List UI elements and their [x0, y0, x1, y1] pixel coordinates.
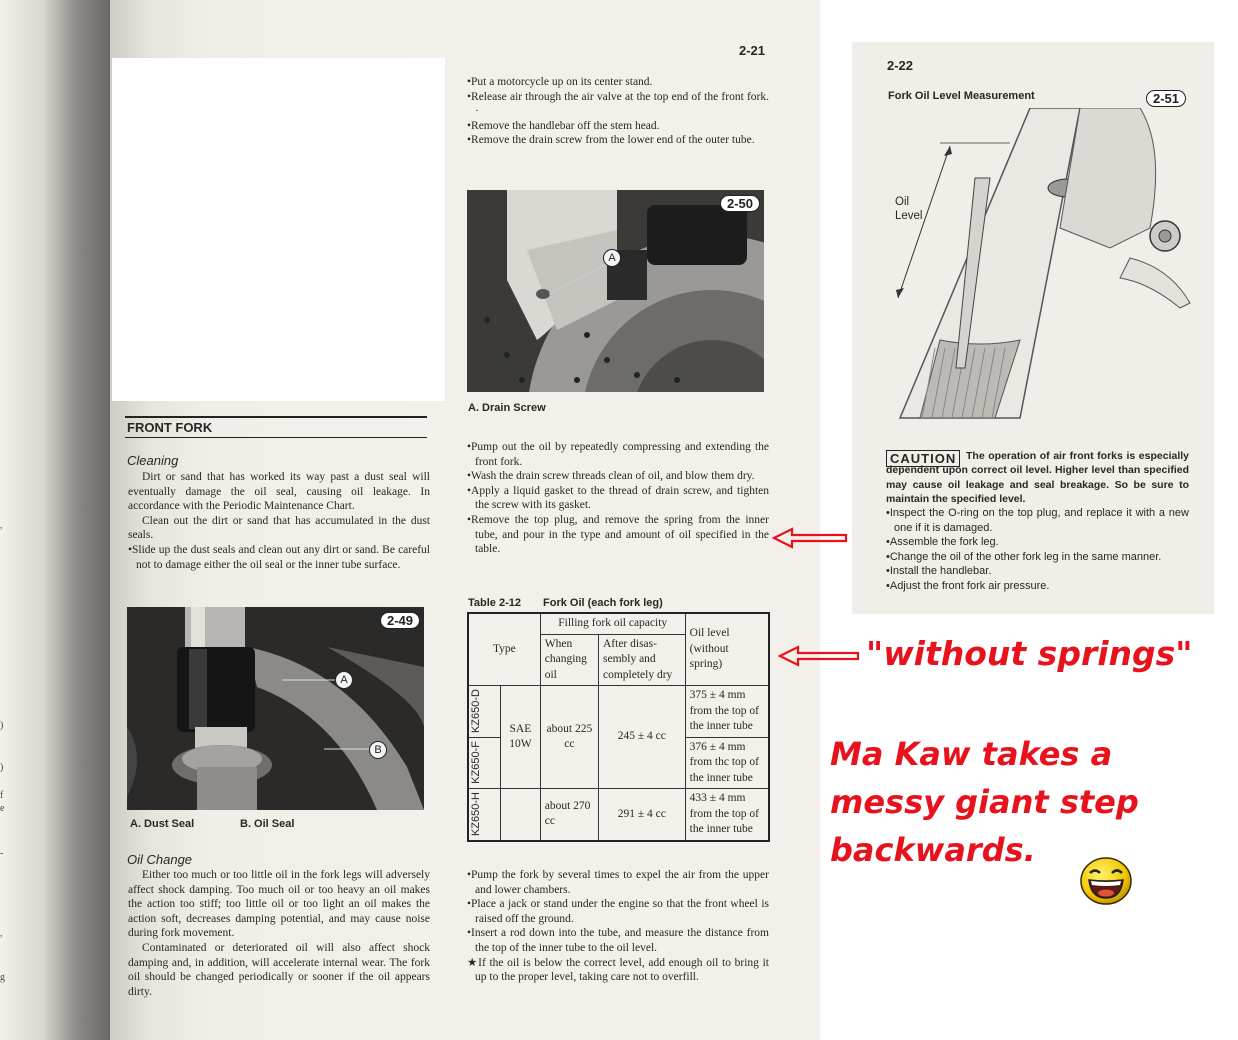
red-arrow-icon — [772, 526, 850, 550]
steps-bottom — [467, 868, 769, 985]
bullet-item: •Install the handlebar. — [886, 565, 992, 577]
edge-mark: - — [0, 848, 4, 859]
edge-mark: ) — [0, 762, 4, 773]
oil-level-d: 375 ± 4 mm from the top of the inner tube — [685, 686, 769, 738]
header-when: When changing oil — [540, 634, 598, 686]
bullet-item: •Remove the drain screw from the lower end of the outer tube. — [467, 134, 755, 147]
oil-type: SAE 10W — [501, 686, 541, 789]
laughing-smiley-icon — [1078, 856, 1134, 906]
book-spine-shadow — [0, 0, 110, 1040]
figure-number: 2-51 — [1146, 90, 1186, 107]
bullet-item: •Remove the top plug, and remove the spring from the inner tube, and pour in the type and amount of oil specified in the table. — [467, 513, 769, 556]
caption-drain-screw: A. Drain Screw — [468, 402, 546, 414]
edge-mark: , — [0, 520, 3, 531]
bullet-item: •Pump the fork by several times to expel the air from the upper and lower chambers. — [467, 869, 769, 896]
edge-mark: e — [0, 803, 5, 814]
dust-seal-illustration — [127, 607, 424, 810]
paragraph: Either too much or too little oil in the fork legs will adversely affect shock damping. Too much oil or too heavy an oil makes the action too stiff; too little oil or too light an oil makes the action soft, decreases damping potential, and may cause noise during fork movement. — [128, 869, 430, 940]
callout-a: A — [335, 671, 353, 689]
red-arrow-icon — [778, 644, 862, 668]
bullet-item: •Release air through the air valve at the top end of the front fork. · — [467, 90, 769, 118]
section-rule — [125, 437, 427, 438]
header-filling: Filling fork oil capacity — [540, 613, 685, 634]
when-changing-1: about 225 cc — [540, 686, 598, 789]
bullet-item: •Place a jack or stand under the engine so that the front wheel is raised off the ground. — [467, 898, 769, 925]
drain-screw-photo — [467, 190, 764, 392]
bullet-item: •Inspect the O-ring on the top plug, and replace it with a new one if it is damaged. — [886, 507, 1189, 534]
bullet-item: •Remove the handlebar off the stem head. — [467, 119, 660, 132]
caption-dust-seal: A. Dust Seal — [130, 818, 195, 830]
steps-top — [467, 75, 769, 148]
edge-mark: f — [0, 790, 4, 801]
blank-patch — [112, 58, 445, 401]
after-disassembly-2: 291 ± 4 cc — [598, 789, 685, 841]
cleaning-text — [128, 470, 430, 572]
section-rule — [125, 416, 427, 418]
edge-mark: ) — [0, 720, 4, 731]
edge-mark: g — [0, 972, 5, 983]
fork-oil-table — [467, 612, 770, 842]
right-heading: Fork Oil Level Measurement — [888, 90, 1035, 102]
right-steps — [886, 506, 1189, 593]
figure-number: 2-50 — [720, 195, 760, 212]
caption-oil-seal: B. Oil Seal — [240, 818, 295, 830]
oil-level-diagram — [880, 108, 1200, 438]
bullet-item: •Pump out the oil by repeatedly compressing and extending the front fork. — [467, 441, 769, 468]
edge-mark: , — [0, 928, 3, 939]
bullet-item: •Assemble the fork leg. — [886, 536, 999, 548]
figure-number: 2-49 — [380, 612, 420, 629]
comment-line: Ma Kaw takes a — [830, 735, 1113, 773]
model-label: KZ650-F — [470, 741, 482, 785]
without-springs-note: "without springs" — [866, 634, 1193, 673]
page-number: 2-22 — [887, 58, 914, 73]
caution-label: CAUTION — [886, 450, 960, 467]
callout-b: B — [369, 741, 387, 759]
header-level: Oil level (without spring) — [685, 613, 769, 686]
model-label: KZ650-H — [470, 792, 482, 837]
oil-change-heading: Oil Change — [127, 852, 193, 867]
table-title: Fork Oil (each fork leg) — [543, 597, 663, 609]
bullet-item: •Apply a liquid gasket to the thread of drain screw, and tighten the screw with its gasket. — [467, 484, 769, 512]
oil-level-h: 433 ± 4 mm from the top of the inner tube — [685, 789, 769, 841]
caution-text: The operation of air front forks is especially dependent upon correct oil level. Higher level than specified may cause oil leakage and seal breakage. So be sure to maintain the specified level. — [886, 450, 1189, 505]
bullet-item: •Change the oil of the other fork leg in the same manner. — [886, 550, 1162, 563]
dust-seal-photo — [127, 607, 424, 810]
page-number: 2-21 — [739, 43, 766, 58]
bullet-item: •Put a motorcycle up on its center stand. — [467, 76, 653, 88]
callout-a: A — [603, 249, 621, 267]
paragraph: Contaminated or deteriorated oil will also affect shock damping and, in addition, will accelerate internal wear. The fork oil should be changed periodically or sooner if the oil appears dirty. — [128, 941, 430, 998]
bullet-item: •Wash the drain screw threads clean of oil, and blow them dry. — [467, 470, 755, 483]
bullet-item: •Slide up the dust seals and clean out any dirt or sand. Be careful not to damage either the oil seal or the inner tube surface. — [128, 543, 430, 571]
bullet-item: ★If the oil is below the correct level, add enough oil to bring it up to the proper level, taking care not to overfill. — [467, 956, 769, 984]
comment-line: messy giant step — [830, 783, 1139, 821]
model-label: KZ650-D — [470, 689, 482, 734]
oil-level-f: 376 ± 4 mm from thc top of the inner tube — [685, 737, 769, 789]
cleaning-heading: Cleaning — [127, 453, 179, 468]
drain-screw-illustration — [467, 190, 764, 392]
comment-line: backwards. — [830, 831, 1036, 869]
header-type: Type — [468, 613, 540, 686]
table-number: Table 2-12 — [468, 597, 521, 609]
comment-note — [830, 730, 1139, 874]
bullet-item: •Adjust the front fork air pressure. — [886, 579, 1050, 592]
header-after: After disas- sembly and completely dry — [598, 634, 685, 686]
after-disassembly-1: 245 ± 4 cc — [598, 686, 685, 789]
oil-change-text — [128, 868, 430, 999]
fork-oil-table-grid — [467, 612, 770, 842]
section-title: FRONT FORK — [127, 420, 213, 435]
when-changing-2: about 270 cc — [540, 789, 598, 841]
steps-mid — [467, 440, 769, 557]
bullet-item: •Insert a rod down into the tube, and measure the distance from the top of the inner tube to the oil level. — [467, 927, 769, 954]
paragraph: Dirt or sand that has worked its way past a dust seal will eventually damage the oil seal, causing oil leakage. In accordance with the Periodic Maintenance Chart. — [128, 471, 430, 513]
oil-level-label: Oil Level — [895, 196, 923, 222]
paragraph: Clean out the dirt or sand that has accumulated in the dust seals. — [128, 514, 430, 542]
